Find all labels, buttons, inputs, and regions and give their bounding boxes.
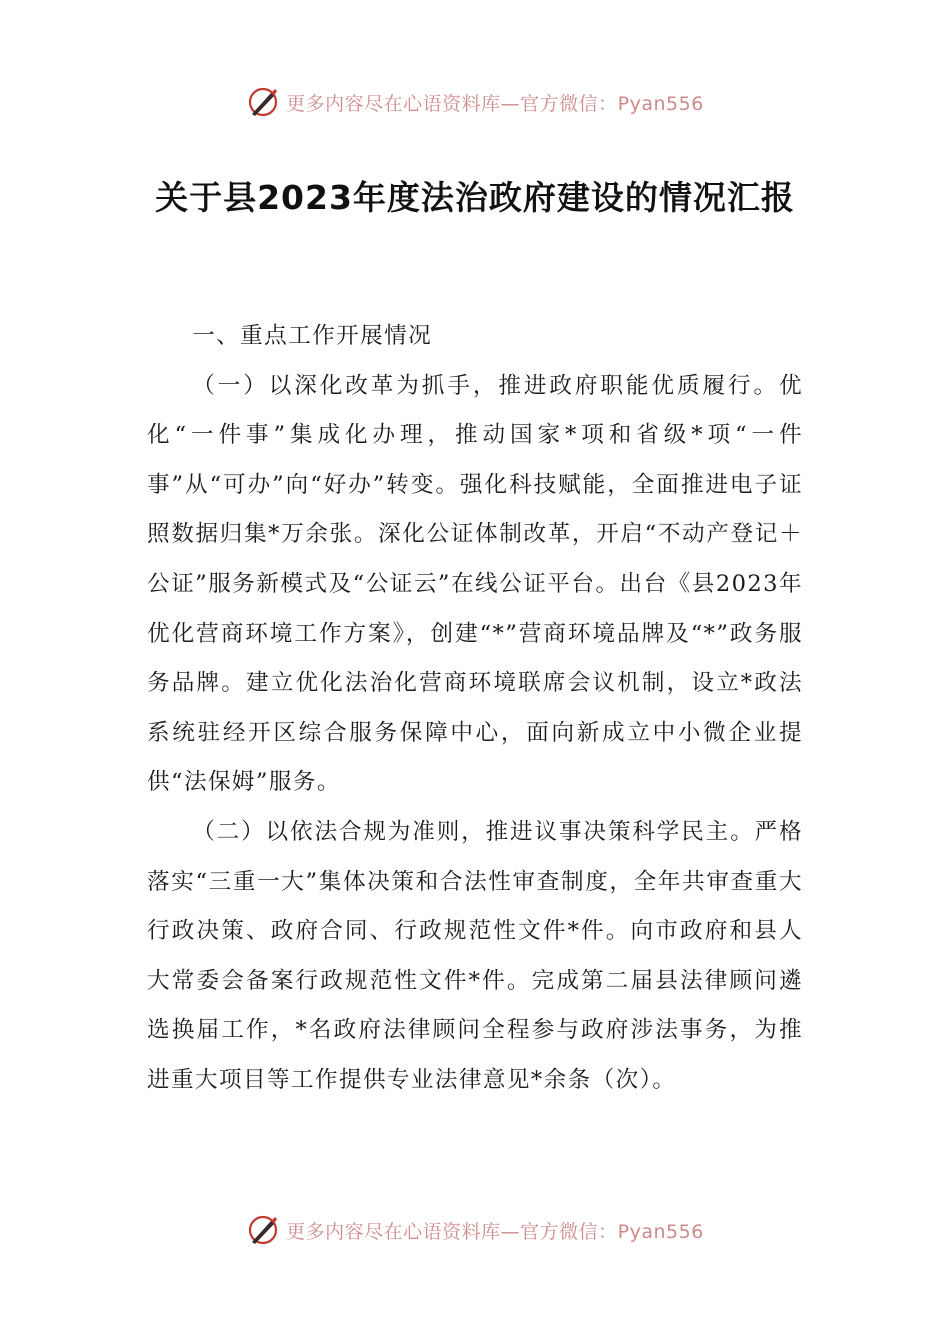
pen-logo-icon — [246, 85, 280, 119]
paragraph-1-body: 优化“一件事”集成化办理，推动国家*项和省级*项“一件事”从“可办”向“好办”转变。强化科技赋能，全面推进电子证照数据归集*万余张。深化公证体制改革，开启“不动产登记＋公证”服务新模式及“公证云”在线公证平台。出台《县2023年优化营商环境工作方案》，创建“*”营商环境品牌及“*”政务服务品牌。建立优化法治化营商环境联席会议机制，设立*政法系统驻经开区综合服务保障中心，面向新成立中小微企业提供“法保姆”服务。 — [147, 372, 803, 796]
paragraph-2-heading: （二）以依法合规为准则，推进议事决策科学民主。 — [192, 818, 755, 845]
paragraph-2 — [147, 808, 803, 1106]
paragraph-1-heading: （一）以深化改革为抓手，推进政府职能优质履行。 — [192, 372, 779, 399]
footer-watermark-banner — [0, 1210, 950, 1250]
document-body — [147, 312, 803, 1106]
paragraph-2-body: 严格落实“三重一大”集体决策和合法性审查制度，全年共审查重大行政决策、政府合同、行政规范性文件*件。向市政府和县人大常委会备案行政规范性文件*件。完成第二届县法律顾问遴选换届工作，*名政府法律顾问全程参与政府涉法事务，为推进重大项目等工作提供专业法律意见*余条（次）。 — [147, 818, 803, 1093]
pen-logo-icon — [246, 1213, 280, 1247]
section-heading: 一、重点工作开展情况 — [192, 323, 433, 349]
paragraph-1 — [147, 362, 803, 808]
document-title: 关于县2023年度法治政府建设的情况汇报 — [155, 178, 795, 217]
header-watermark-banner — [0, 82, 950, 122]
watermark-text: 更多内容尽在心语资料库—官方微信：Pyan556 — [286, 92, 704, 115]
watermark-text: 更多内容尽在心语资料库—官方微信：Pyan556 — [286, 1220, 704, 1243]
